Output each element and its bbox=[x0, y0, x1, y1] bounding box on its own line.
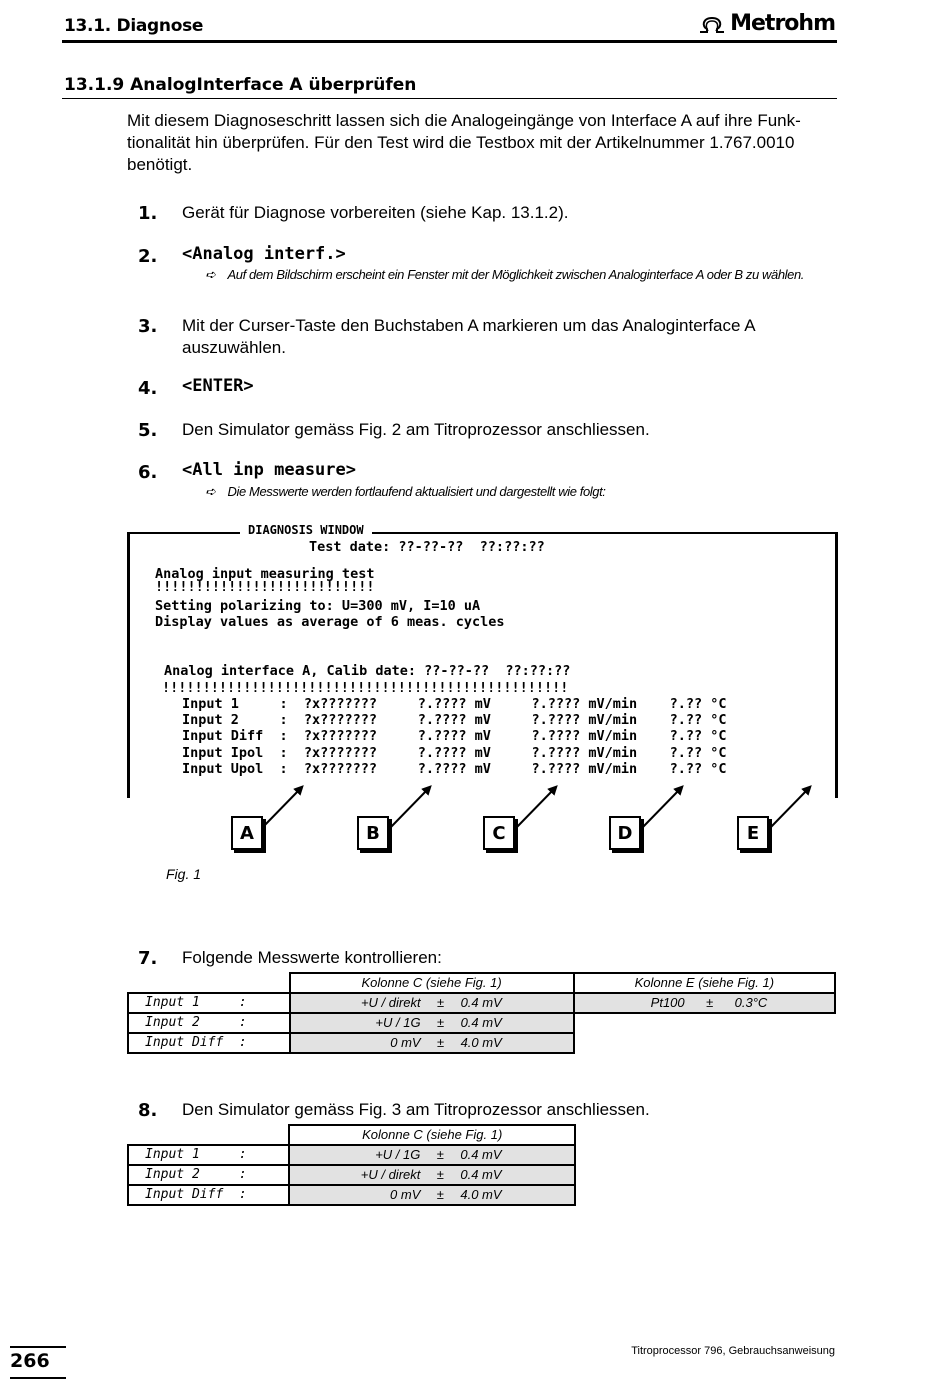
cell-value: +U / direkt bbox=[360, 995, 421, 1010]
cell-plusminus: ± bbox=[437, 1035, 445, 1050]
arrow-icon: ➪ bbox=[205, 484, 216, 499]
arrow-c-icon bbox=[516, 788, 555, 828]
table-row bbox=[128, 993, 835, 1013]
row-label: Input Diff : bbox=[128, 1185, 289, 1205]
page-number-rule bbox=[10, 1377, 66, 1379]
table-row bbox=[128, 1185, 575, 1205]
row-label: Input 1 : bbox=[128, 1145, 289, 1165]
diag-row: Input 2 : ?x??????? ?.???? mV ?.???? mV/min ?.?? °C bbox=[182, 712, 727, 728]
page-number: 266 bbox=[10, 1350, 50, 1372]
cell-value: 0 mV bbox=[390, 1035, 421, 1050]
step-text: Gerät für Diagnose vorbereiten (siehe Kap. 13.1.2). bbox=[182, 203, 569, 222]
cell-plusminus: ± bbox=[436, 1167, 444, 1182]
intro-line: benötigt. bbox=[127, 155, 193, 174]
diag-row: Input Ipol : ?x??????? ?.???? mV ?.???? mV/min ?.?? °C bbox=[182, 745, 727, 761]
intro-line: Mit diesem Diagnoseschritt lassen sich die Analogeingänge von Interface A auf ihre Funk- bbox=[127, 111, 801, 130]
cell-value: 0 mV bbox=[390, 1187, 421, 1202]
figure-caption: Fig. 1 bbox=[166, 866, 202, 882]
cell-plusminus: ± bbox=[436, 1187, 444, 1202]
intro-line: tionalität hin überprüfen. Für den Test wird die Testbox mit der Artikelnummer 1.767.0010 bbox=[127, 133, 795, 152]
cell-value: +U / 1G bbox=[375, 1015, 421, 1030]
cell-plusminus: ± bbox=[436, 1147, 444, 1162]
diag-row: Input 1 : ?x??????? ?.???? mV ?.???? mV/min ?.?? °C bbox=[182, 696, 727, 712]
table-measurements-2 bbox=[127, 1124, 576, 1206]
test-date-line: Test date: ??-??-?? ??:??:?? bbox=[309, 539, 545, 555]
callout-e: E bbox=[737, 816, 769, 850]
note-text: Auf dem Bildschirm erscheint ein Fenster mit der Möglichkeit zwischen Analoginterface A oder B zu wählen. bbox=[227, 267, 805, 282]
cell-plusminus: ± bbox=[437, 1015, 445, 1030]
row-label: Input 2 : bbox=[128, 1165, 289, 1185]
arrow-d-icon bbox=[642, 788, 681, 828]
row-label: Input 1 : bbox=[128, 993, 290, 1013]
cell-value: +U / 1G bbox=[375, 1147, 421, 1162]
cell-value: +U / direkt bbox=[360, 1167, 421, 1182]
note-text: Die Messwerte werden fortlaufend aktualisiert und dargestellt wie folgt: bbox=[227, 484, 606, 499]
step-number: 5. bbox=[138, 420, 158, 441]
row-label: Input 2 : bbox=[128, 1013, 290, 1033]
section-title: 13.1.9 AnalogInterface A überprüfen bbox=[64, 75, 417, 95]
cell-plusminus: ± bbox=[437, 995, 445, 1010]
cell-tolerance: 0.4 mV bbox=[460, 1015, 502, 1030]
cell-tolerance: 0.4 mV bbox=[460, 1167, 502, 1182]
average-line: Display values as average of 6 meas. cycles bbox=[155, 614, 505, 630]
arrow-icon: ➪ bbox=[205, 267, 216, 282]
step-text-line: auszuwählen. bbox=[182, 338, 286, 357]
row-label: Input Diff : bbox=[128, 1033, 290, 1053]
step-command: <Analog interf.> bbox=[182, 244, 346, 264]
step-text-line: Mit der Curser-Taste den Buchstaben A markieren um das Analoginterface A bbox=[182, 316, 756, 335]
step-number: 1. bbox=[138, 203, 158, 224]
callout-c: C bbox=[483, 816, 515, 850]
arrow-a-icon bbox=[262, 788, 301, 828]
table-measurements-1 bbox=[127, 972, 836, 1054]
column-header-c: Kolonne C (siehe Fig. 1) bbox=[290, 973, 574, 993]
table-row bbox=[128, 1033, 835, 1053]
table-row bbox=[128, 1013, 835, 1033]
arrow-b-icon bbox=[390, 788, 429, 828]
polarizing-line: Setting polarizing to: U=300 mV, I=10 uA bbox=[155, 598, 481, 614]
marks-line: !!!!!!!!!!!!!!!!!!!!!!!!!!! bbox=[155, 579, 375, 595]
step-number: 8. bbox=[138, 1100, 158, 1121]
footer-doc-title: Titroprocessor 796, Gebrauchsanweisung bbox=[631, 1345, 835, 1357]
column-header-e: Kolonne E (siehe Fig. 1) bbox=[574, 973, 835, 993]
step-number: 3. bbox=[138, 316, 158, 337]
arrow-e-icon bbox=[770, 788, 809, 828]
cell-plusminus: ± bbox=[706, 995, 714, 1010]
chapter-title: 13.1. Diagnose bbox=[64, 16, 204, 36]
step-number: 6. bbox=[138, 462, 158, 483]
step-number: 7. bbox=[138, 948, 158, 969]
diagnosis-window-title: DIAGNOSIS WINDOW bbox=[240, 523, 372, 537]
marks-line: !!!!!!!!!!!!!!!!!!!!!!!!!!!!!!!!!!!!!!!!!!!!!!!!!! bbox=[162, 680, 569, 696]
interface-line: Analog interface A, Calib date: ??-??-?? ??:??:?? bbox=[164, 663, 571, 679]
logo-text: Metrohm bbox=[730, 11, 835, 36]
table-row bbox=[128, 1165, 575, 1185]
step-text: Folgende Messwerte kontrollieren: bbox=[182, 948, 442, 967]
cell-tolerance: 0.3°C bbox=[734, 995, 768, 1010]
measuring-test-line: Analog input measuring test bbox=[155, 566, 375, 582]
cell-tolerance: 4.0 mV bbox=[460, 1187, 502, 1202]
column-header-c: Kolonne C (siehe Fig. 1) bbox=[289, 1125, 575, 1145]
step-command: <All inp measure> bbox=[182, 460, 356, 480]
cell-tolerance: 0.4 mV bbox=[460, 1147, 502, 1162]
callout-b: B bbox=[357, 816, 389, 850]
diag-row: Input Upol : ?x??????? ?.???? mV ?.???? mV/min ?.?? °C bbox=[182, 761, 727, 777]
table-row bbox=[128, 1145, 575, 1165]
step-text: Den Simulator gemäss Fig. 2 am Titroprozessor anschliessen. bbox=[182, 420, 650, 439]
callout-a: A bbox=[231, 816, 263, 850]
step-command: <ENTER> bbox=[182, 376, 254, 396]
step-text: Den Simulator gemäss Fig. 3 am Titroprozessor anschliessen. bbox=[182, 1100, 650, 1119]
cell-value: Pt100 bbox=[650, 995, 685, 1010]
cell-tolerance: 0.4 mV bbox=[460, 995, 502, 1010]
step-number: 2. bbox=[138, 246, 158, 267]
diag-row: Input Diff : ?x??????? ?.???? mV ?.???? mV/min ?.?? °C bbox=[182, 728, 727, 744]
callout-d: D bbox=[609, 816, 641, 850]
cell-tolerance: 4.0 mV bbox=[460, 1035, 502, 1050]
step-number: 4. bbox=[138, 378, 158, 399]
page-number-rule bbox=[10, 1346, 66, 1348]
